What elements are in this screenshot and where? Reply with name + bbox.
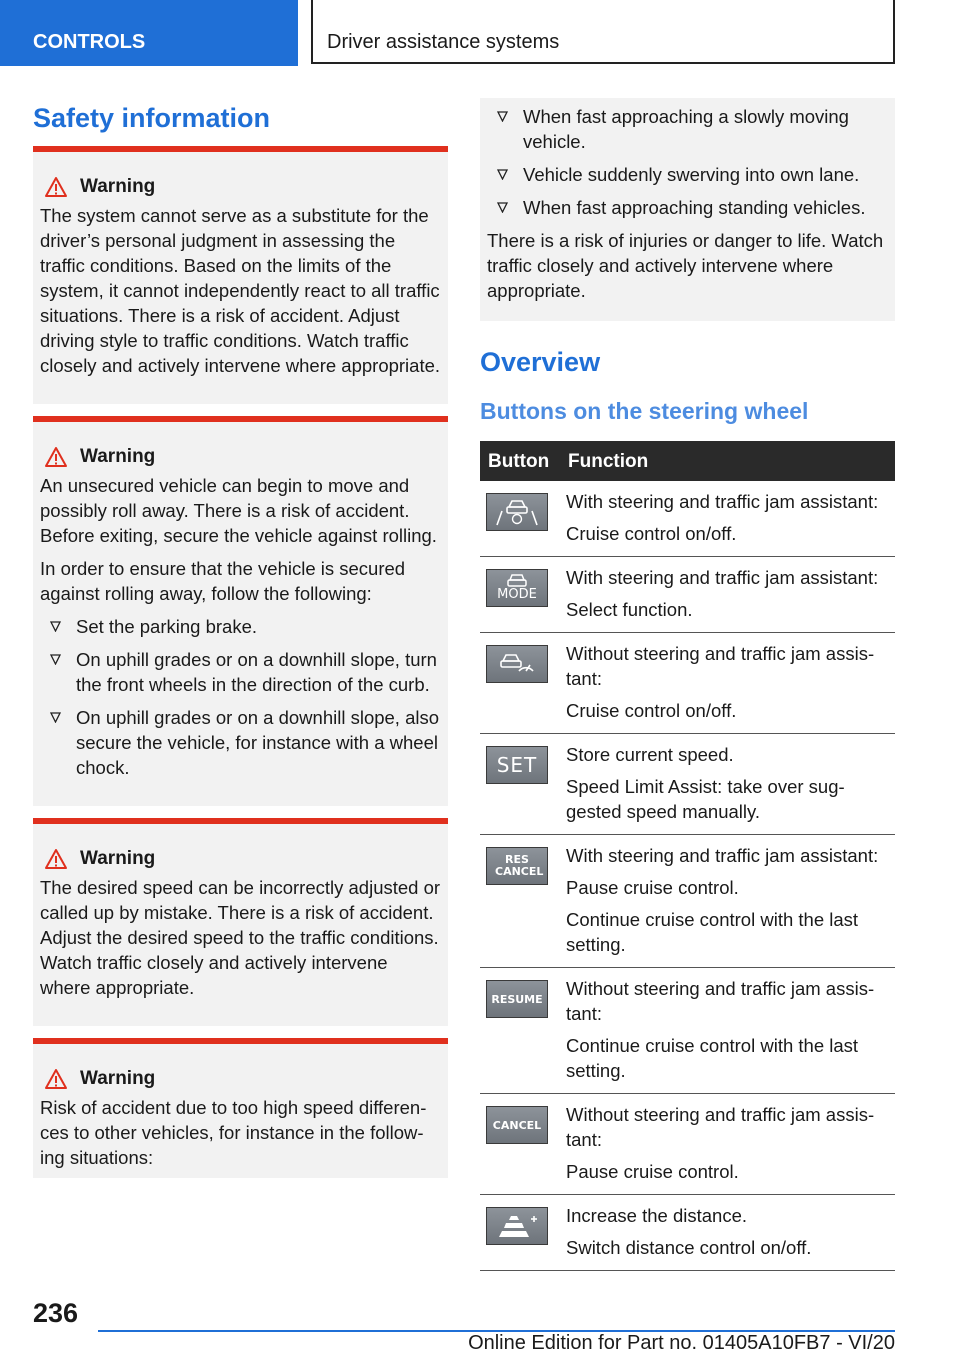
distance-increase-icon (486, 1207, 548, 1245)
list-item: Vehicle suddenly swerving into own lane. (487, 162, 888, 187)
steering-mode-icon: MODE (486, 569, 548, 607)
cruise-control-icon (486, 645, 548, 683)
warning-text: Risk of accident due to too high speed differences to other vehicles, for instance in the following situations: (40, 1097, 427, 1168)
function-text: Without steering and traffic jam assistant: (566, 978, 875, 1024)
function-text: Cruise control on/off. (566, 523, 737, 544)
warning-box (33, 818, 448, 1026)
column-header: Function (560, 441, 895, 481)
edition-text: Online Edition for Part no. 01405A10FB7 - VI/20 (468, 1332, 895, 1354)
overview-heading: Overview (480, 347, 601, 377)
column-header: Button (480, 441, 560, 481)
resume-button-icon: RESUME (486, 980, 548, 1018)
list-item: When fast approaching standing vehicles. (487, 195, 888, 220)
table-row (480, 734, 895, 835)
bullet-triangle-icon (50, 654, 61, 665)
function-text: Without steering and traffic jam assistant: (566, 1104, 875, 1150)
warning-box (33, 146, 448, 404)
warning-box (33, 1038, 448, 1178)
table-row (480, 1195, 895, 1271)
buttons-table (480, 441, 895, 1271)
buttons-subheading: Buttons on the steering wheel (480, 398, 809, 424)
function-text: Switch distance control on/off. (566, 1237, 812, 1258)
steering-assist-icon (486, 493, 548, 531)
bullet-triangle-icon (50, 621, 61, 632)
warning-triangle-icon (44, 176, 68, 198)
function-text: Speed Limit Assist: take over suggested speed manually. (566, 776, 845, 822)
bullet-triangle-icon (497, 111, 508, 122)
list-item: On uphill grades or on a downhill slope, also secure the vehicle, for instance with a wheel chock. (40, 705, 441, 780)
safety-heading: Safety information (33, 103, 271, 133)
function-text: Pause cruise control. (566, 877, 739, 898)
cancel-button-icon: CANCEL (486, 1106, 548, 1144)
function-text: Without steering and traffic jam assistant: (566, 643, 875, 689)
set-button-icon: SET (486, 746, 548, 784)
table-row (480, 1094, 895, 1195)
warning-triangle-icon (44, 1068, 68, 1090)
bullet-list (40, 614, 441, 780)
warning-title: Warning (80, 176, 156, 197)
function-text: Increase the distance. (566, 1205, 747, 1226)
list-item: Set the parking brake. (40, 614, 441, 639)
table-row (480, 968, 895, 1094)
table-row (480, 633, 895, 734)
table-header-row (480, 441, 895, 481)
warning-triangle-icon (44, 848, 68, 870)
warning-text: The desired speed can be incorrectly adjusted or called up by mistake. There is a risk of accident. Adjust the desired speed to the traffic conditions. Watch traffic closely and actively intervene where appropriate. (40, 877, 441, 998)
warning-box (33, 416, 448, 806)
res-cancel-icon: RES CANCEL (486, 847, 548, 885)
section-tab: CONTROLS (0, 0, 298, 66)
warning-text: The system cannot serve as a substitute for the driver’s personal judgment in assessing the traffic conditions. Based on the limits of the system, it cannot independently react to all traffic situations. There is a risk of accident. Adjust driving style to traffic conditions. Watch traffic closely and actively intervene where appropriate. (40, 205, 441, 376)
function-text: With steering and traffic jam assistant: (566, 491, 879, 512)
chapter-title: Driver assistance systems (311, 0, 895, 64)
list-item: On uphill grades or on a downhill slope, turn the front wheels in the direction of the curb. (40, 647, 441, 697)
table-row (480, 481, 895, 557)
function-text: Cruise control on/off. (566, 700, 737, 721)
function-text: Select function. (566, 599, 693, 620)
warning-box-continued (480, 98, 895, 321)
warning-text: An unsecured vehicle can begin to move and possibly roll away. There is a risk of accident. Before exiting, secure the vehicle against rolling. (40, 475, 437, 546)
page-number: 236 (33, 1298, 79, 1328)
table-row (480, 835, 895, 968)
function-text: Continue cruise control with the last setting. (566, 909, 859, 955)
page-header (0, 0, 960, 66)
function-text: Continue cruise control with the last setting. (566, 1035, 859, 1081)
warning-text: In order to ensure that the vehicle is secured against rolling away, follow the following: (40, 558, 406, 604)
warning-text: There is a risk of injuries or danger to life. Watch traffic closely and actively intervene where appropriate. (487, 230, 884, 301)
list-item: When fast approaching a slowly moving vehicle. (487, 104, 888, 154)
function-text: With steering and traffic jam assistant: (566, 567, 879, 588)
warning-title: Warning (80, 848, 156, 869)
right-column (480, 98, 895, 1271)
warning-title: Warning (80, 446, 156, 467)
table-row (480, 557, 895, 633)
left-column (33, 98, 448, 1178)
function-text: Pause cruise control. (566, 1161, 739, 1182)
function-text: Store current speed. (566, 744, 734, 765)
function-text: With steering and traffic jam assistant: (566, 845, 879, 866)
bullet-triangle-icon (497, 202, 508, 213)
warning-triangle-icon (44, 446, 68, 468)
bullet-triangle-icon (497, 169, 508, 180)
bullet-list (487, 104, 888, 220)
bullet-triangle-icon (50, 712, 61, 723)
warning-title: Warning (80, 1068, 156, 1089)
